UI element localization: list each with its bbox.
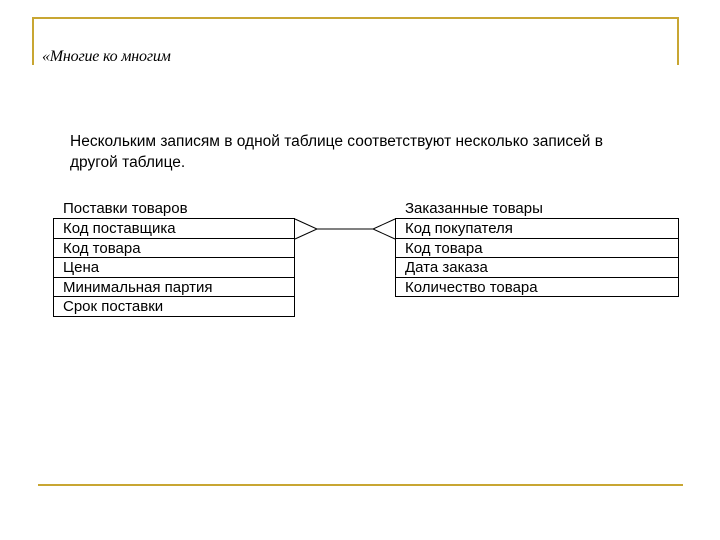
entity-field: Цена: [54, 258, 294, 278]
crow-foot-left-icon: [295, 219, 317, 239]
entity-supplies-name: Поставки товаров: [63, 200, 188, 217]
entity-field: Код товара: [396, 239, 678, 259]
description-line-2: другой таблице.: [70, 154, 186, 171]
crow-foot-right-icon: [373, 219, 395, 239]
entity-field: Дата заказа: [396, 258, 678, 278]
entity-field: Срок поставки: [54, 297, 294, 317]
entity-field: Код покупателя: [396, 219, 678, 239]
description-line-1: Нескольким записям в одной таблице соответствуют несколько записей в: [70, 133, 603, 150]
entity-ordered-goods-name: Заказанные товары: [405, 200, 543, 217]
entity-field: Код поставщика: [54, 219, 294, 239]
entity-field: Минимальная партия: [54, 278, 294, 298]
slide-title: «Многие ко многим: [42, 48, 171, 65]
entity-field: Количество товара: [396, 278, 678, 298]
entity-field: Код товара: [54, 239, 294, 259]
